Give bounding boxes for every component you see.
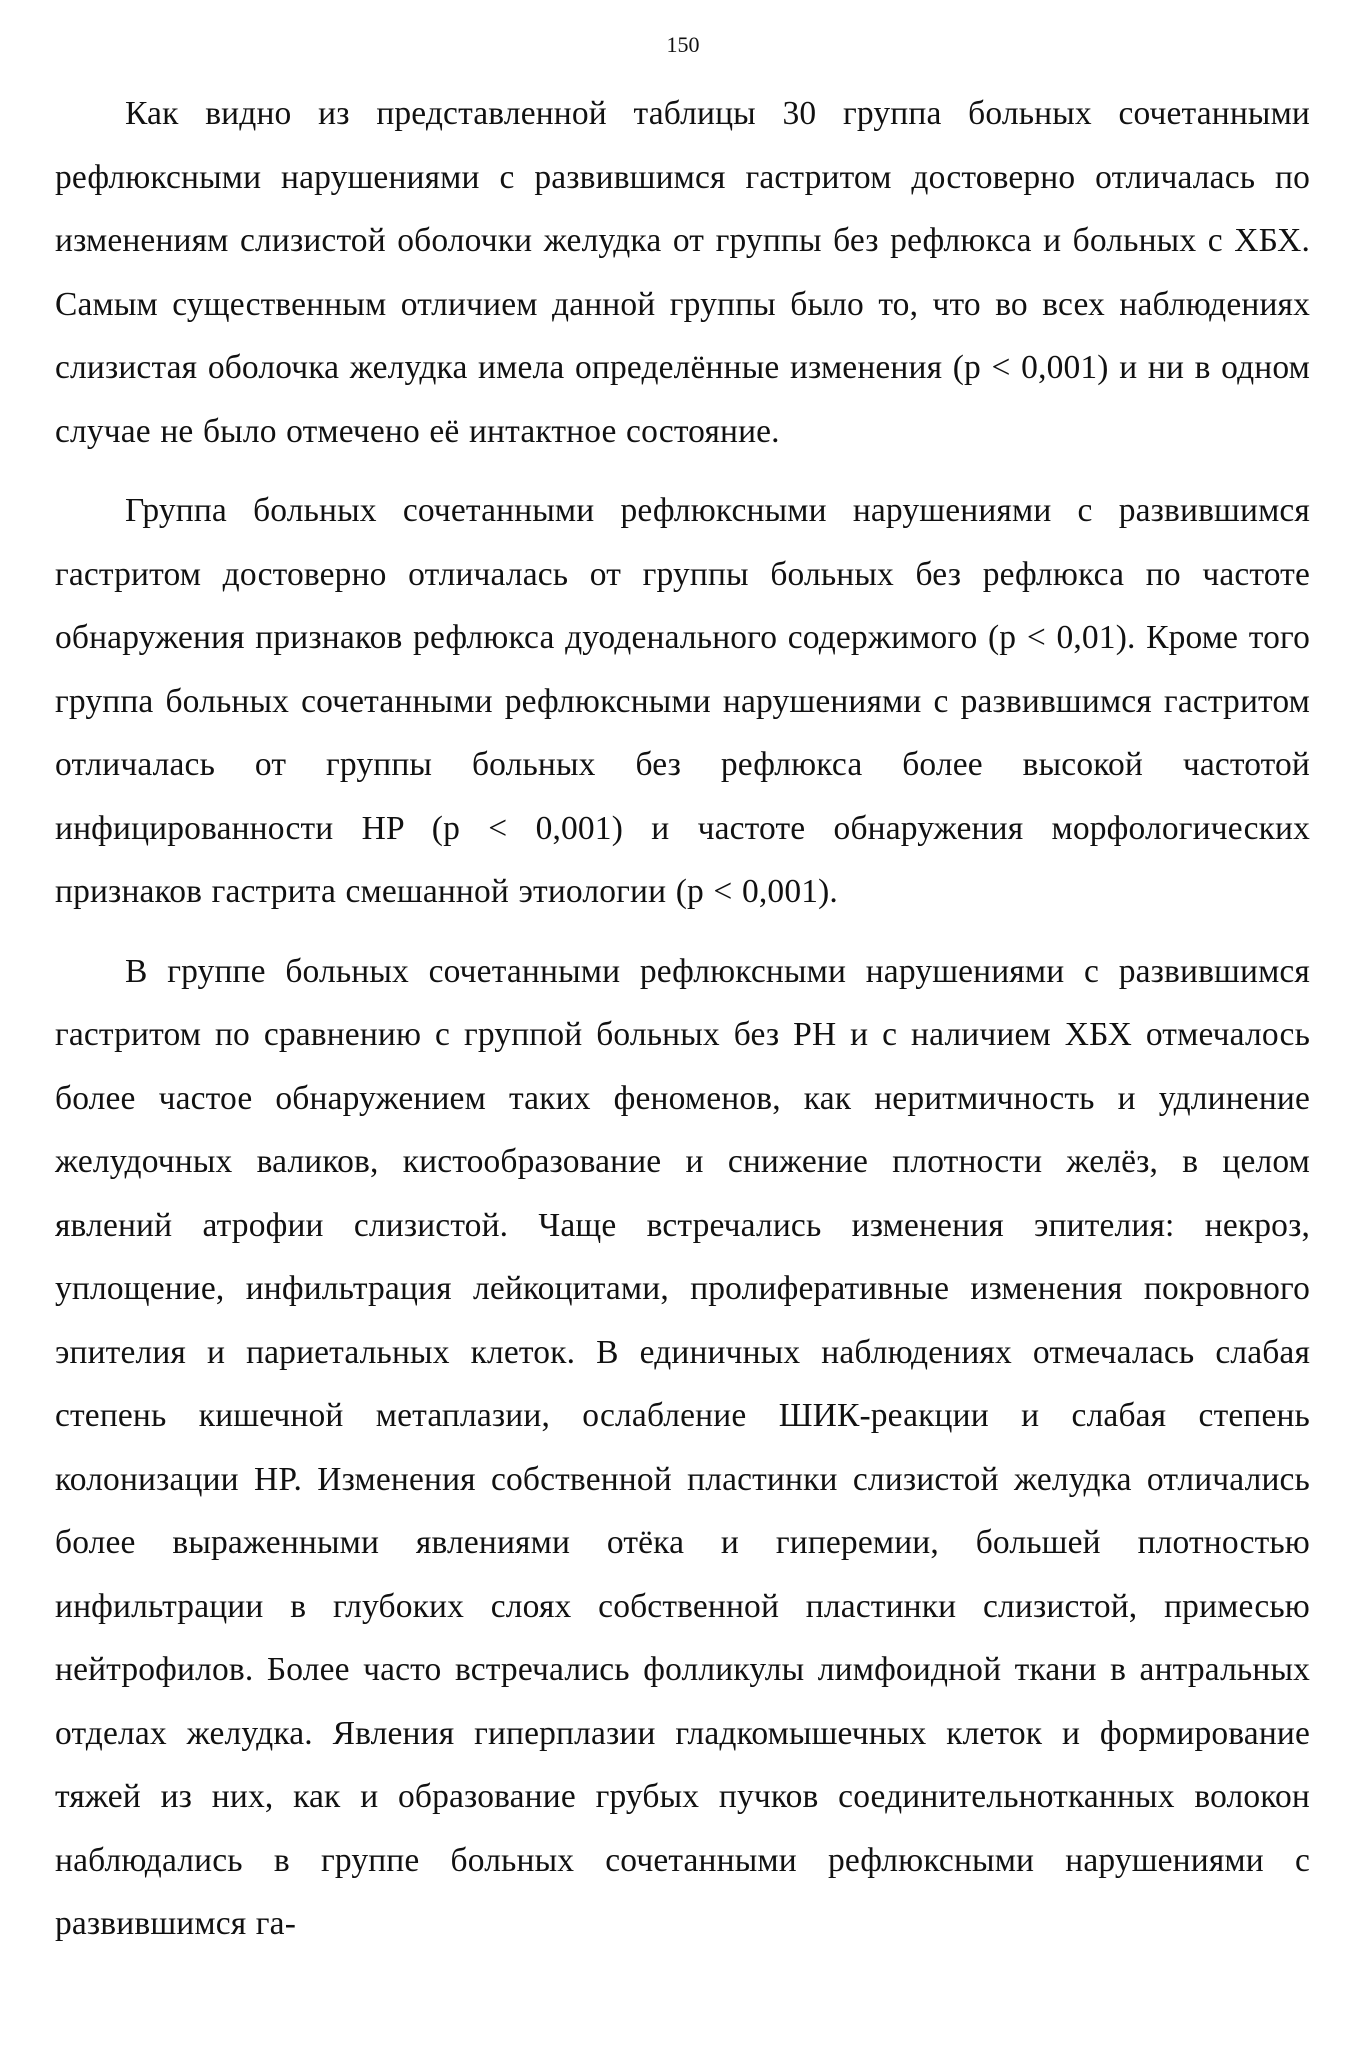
- body-text: [55, 82, 1310, 1956]
- paragraph-1: Как видно из представленной таблицы 30 группа больных сочетанными рефлюксными нарушениями с развившимся гастритом достоверно отличалась по изменениям слизистой оболочки желудка от группы без рефлюкса и больных с ХБХ. Самым существенным отличием данной группы было то, что во всех наблюдениях слизистая оболочка желудка имела определённые изменения (p < 0,001) и ни в одном случае не было отмечено её интактное состояние.: [55, 95, 1310, 450]
- page-number: 150: [666, 32, 700, 57]
- paragraph-3: В группе больных сочетанными рефлюксными нарушениями с развившимся гастритом по сравнению с группой больных без РН и с наличием ХБХ отмечалось более частое обнаружением таких феноменов, как неритмичность и удлинение желудочных валиков, кистообразование и снижение плотности желёз, в целом явлений атрофии слизистой. Чаще встречались изменения эпителия: некроз, уплощение, инфильтрация лейкоцитами, пролиферативные изменения покровного эпителия и париетальных клеток. В единичных наблюдениях отмечалась слабая степень кишечной метаплазии, ослабление ШИК-реакции и слабая степень колонизации HP. Изменения собственной пластинки слизистой желудка отличались более выраженными явлениями отёка и гиперемии, большей плотностью инфильтрации в глубоких слоях собственной пластинки слизистой, примесью нейтрофилов. Более часто встречались фолликулы лимфоидной ткани в антральных отделах желудка. Явления гиперплазии гладкомышечных клеток и формирование тяжей из них, как и образование грубых пучков соединительнотканных волокон наблюдались в группе больных сочетанными рефлюксными нарушениями с развившимся га-: [55, 952, 1310, 1942]
- paragraph-2: Группа больных сочетанными рефлюксными нарушениями с развившимся гастритом достоверно отличалась от группы больных без рефлюкса по частоте обнаружения признаков рефлюкса дуоденального содержимого (p < 0,01). Кроме того группа больных сочетанными рефлюксными нарушениями с развившимся гастритом отличалась от группы больных без рефлюкса более высокой частотой инфицированности HP (p < 0,001) и частоте обнаружения морфологических признаков гастрита смешанной этиологии (p < 0,001).: [55, 492, 1310, 910]
